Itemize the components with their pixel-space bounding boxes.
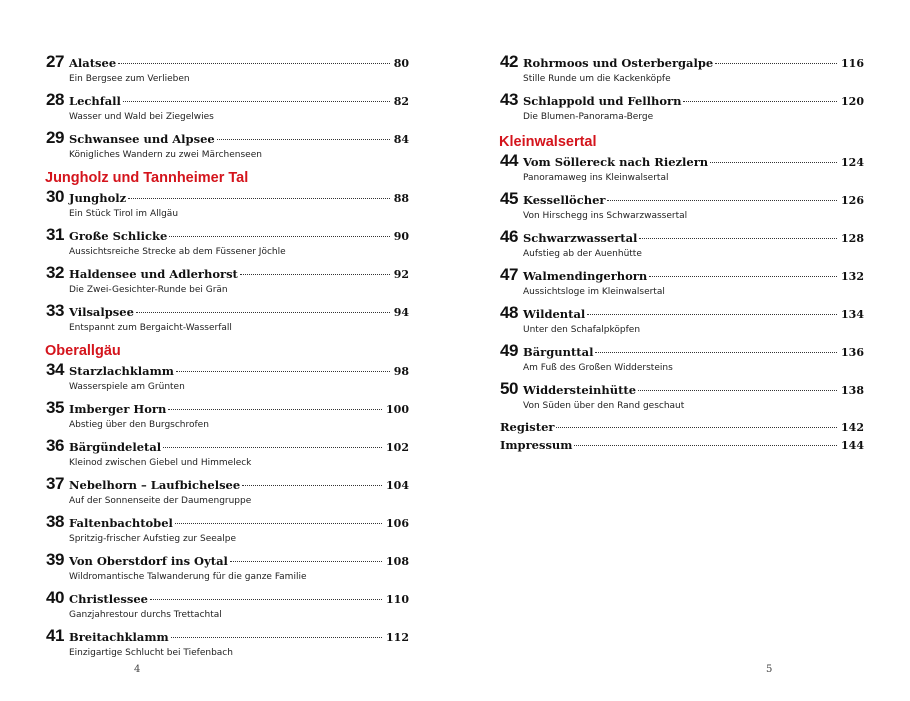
tour-title: Schlappold und Fellhorn (523, 94, 682, 108)
tour-subtitle: Ein Bergsee zum Verlieben (69, 74, 190, 84)
page-ref: 136 (841, 346, 864, 359)
page-ref: 138 (841, 384, 864, 397)
toc-entry-row (46, 263, 409, 283)
toc-entry-row (500, 90, 864, 110)
section-heading: Kleinwalsertal (499, 134, 597, 150)
dot-leader (169, 236, 389, 237)
toc-entry-row (500, 303, 864, 323)
section-heading: Oberallgäu (45, 343, 121, 359)
tour-subtitle: Aussichtsloge im Kleinwalsertal (523, 287, 665, 297)
tour-title: Christlessee (69, 592, 148, 606)
tour-number: 44 (500, 151, 518, 170)
dot-leader (123, 101, 390, 102)
page-ref: 106 (386, 517, 409, 530)
toc-entry[interactable] (46, 225, 409, 261)
tour-number: 42 (500, 52, 518, 71)
tour-subtitle: Aufstieg ab der Auenhütte (523, 249, 642, 259)
page-ref: 132 (841, 270, 864, 283)
tour-subtitle: Entspannt zum Bergaicht-Wasserfall (69, 323, 232, 333)
tour-subtitle: Von Hirschegg ins Schwarzwassertal (523, 211, 688, 221)
tour-number: 37 (46, 474, 64, 493)
toc-entry[interactable] (46, 301, 409, 337)
page-number-right: 5 (766, 664, 773, 675)
toc-entry[interactable] (46, 263, 409, 299)
page-ref: 82 (393, 95, 409, 108)
tour-number: 29 (46, 128, 64, 147)
dot-leader (607, 200, 837, 201)
tour-subtitle: Spritzig-frischer Aufstieg zur Seealpe (69, 534, 237, 544)
tour-number: 48 (500, 303, 518, 322)
dot-leader (715, 63, 837, 64)
dot-leader (163, 447, 382, 448)
page-ref: 116 (841, 57, 864, 70)
toc-entry-row (46, 550, 409, 570)
tour-number: 32 (46, 263, 64, 282)
toc-entry[interactable] (46, 550, 409, 586)
toc-entry-row (46, 398, 409, 418)
toc-entry-row (46, 588, 409, 608)
tour-subtitle: Ganzjahrestour durchs Trettachtal (69, 610, 222, 620)
tour-number: 27 (46, 52, 64, 71)
toc-entry[interactable] (46, 90, 409, 126)
tour-number: 38 (46, 512, 64, 531)
toc-entry[interactable] (46, 512, 409, 548)
tour-subtitle: Abstieg über den Burgschrofen (69, 420, 209, 430)
dot-leader (556, 427, 837, 428)
tour-number: 43 (500, 90, 518, 109)
tour-number: 46 (500, 227, 518, 246)
dot-leader (240, 274, 390, 275)
dot-leader (118, 63, 390, 64)
toc-entry[interactable] (500, 227, 864, 263)
page-ref: 98 (393, 365, 409, 378)
tour-title: Schwarzwassertal (523, 231, 638, 245)
dot-leader (649, 276, 837, 277)
toc-extra-entry[interactable] (500, 417, 864, 437)
tour-number: 45 (500, 189, 518, 208)
page-ref: 84 (393, 133, 409, 146)
toc-entry[interactable] (500, 341, 864, 377)
toc-entry[interactable] (500, 189, 864, 225)
tour-title: Jungholz (69, 191, 127, 205)
tour-title: Schwansee und Alpsee (69, 132, 215, 146)
dot-leader (638, 390, 837, 391)
tour-subtitle: Ein Stück Tirol im Allgäu (69, 209, 179, 219)
tour-title: Kessellöcher (523, 193, 606, 207)
page-ref: 100 (386, 403, 409, 416)
tour-number: 39 (46, 550, 64, 569)
dot-leader (175, 523, 382, 524)
toc-entry-row (46, 360, 409, 380)
tour-number: 47 (500, 265, 518, 284)
toc-entry[interactable] (500, 90, 864, 126)
page-ref: 90 (393, 230, 409, 243)
page-ref: 112 (386, 631, 409, 644)
page-ref: 128 (841, 232, 864, 245)
dot-leader (710, 162, 837, 163)
tour-subtitle: Panoramaweg ins Kleinwalsertal (523, 173, 669, 183)
page-ref: 110 (386, 593, 409, 606)
toc-entry-row (46, 187, 409, 207)
dot-leader (171, 637, 382, 638)
page-ref: 104 (386, 479, 409, 492)
tour-number: 36 (46, 436, 64, 455)
toc-entry-row (500, 151, 864, 171)
toc-entry[interactable] (500, 379, 864, 415)
tour-number: 49 (500, 341, 518, 360)
toc-entry[interactable] (500, 151, 864, 187)
tour-title: Haldensee und Adlerhorst (69, 267, 238, 281)
page-ref: 88 (393, 192, 409, 205)
tour-subtitle: Die Blumen-Panorama-Berge (523, 112, 654, 122)
tour-title: Walmendingerhorn (523, 269, 648, 283)
tour-title: Faltenbachtobel (69, 516, 173, 530)
toc-column-left (46, 52, 409, 662)
tour-title: Vom Söllereck nach Riezlern (523, 155, 709, 169)
page-ref: 144 (841, 439, 864, 452)
tour-subtitle: Wasser und Wald bei Ziegelwies (69, 112, 214, 122)
tour-subtitle: Einzigartige Schlucht bei Tiefenbach (69, 648, 233, 658)
toc-column-right (500, 52, 864, 455)
tour-title: Von Oberstdorf ins Oytal (69, 554, 228, 568)
toc-entry-row (500, 341, 864, 361)
dot-leader (595, 352, 837, 353)
toc-entry-row (500, 189, 864, 209)
tour-subtitle: Von Süden über den Rand geschaut (523, 401, 685, 411)
dot-leader (128, 198, 390, 199)
toc-entry-row (46, 225, 409, 245)
dot-leader (242, 485, 382, 486)
toc-entry-row (46, 474, 409, 494)
toc-entry-row (500, 379, 864, 399)
tour-subtitle: Unter den Schafalpköpfen (523, 325, 641, 335)
tour-title: Register (500, 420, 555, 434)
toc-entry[interactable] (46, 360, 409, 396)
tour-title: Alatsee (69, 56, 117, 70)
toc-extra-entry[interactable] (500, 435, 864, 455)
toc-entry[interactable] (500, 265, 864, 301)
toc-entry-row (46, 128, 409, 148)
tour-subtitle: Die Zwei-Gesichter-Runde bei Grän (69, 285, 228, 295)
dot-leader (168, 409, 382, 410)
tour-number: 31 (46, 225, 64, 244)
tour-title: Impressum (500, 438, 573, 452)
dot-leader (587, 314, 837, 315)
tour-subtitle: Kleinod zwischen Giebel und Himmeleck (69, 458, 252, 468)
tour-title: Rohrmoos und Osterbergalpe (523, 56, 714, 70)
tour-subtitle: Aussichtsreiche Strecke ab dem Füssener Jöchle (69, 247, 286, 257)
toc-entry[interactable] (46, 187, 409, 223)
tour-title: Breitachklamm (69, 630, 169, 644)
dot-leader (574, 445, 837, 446)
tour-subtitle: Am Fuß des Großen Widdersteins (523, 363, 673, 373)
tour-title: Vilsalpsee (69, 305, 134, 319)
toc-entry[interactable] (500, 52, 864, 88)
tour-number: 41 (46, 626, 64, 645)
page-ref: 92 (393, 268, 409, 281)
tour-number: 33 (46, 301, 64, 320)
tour-title: Widdersteinhütte (523, 383, 637, 397)
toc-entry-row (46, 512, 409, 532)
dot-leader (683, 101, 837, 102)
page-number-left: 4 (134, 664, 141, 675)
tour-title: Imberger Horn (69, 402, 167, 416)
tour-title: Nebelhorn – Laufbichelsee (69, 478, 241, 492)
tour-title: Starzlachklamm (69, 364, 174, 378)
toc-entry-row (500, 52, 864, 72)
toc-entry-row (500, 265, 864, 285)
toc-entry-row (500, 227, 864, 247)
page-ref: 120 (841, 95, 864, 108)
toc-entry-row (46, 90, 409, 110)
tour-title: Lechfall (69, 94, 121, 108)
toc-entry-row (500, 435, 864, 455)
page-ref: 108 (386, 555, 409, 568)
toc-entry-row (46, 436, 409, 456)
right-page (455, 0, 910, 701)
page-ref: 94 (393, 306, 409, 319)
toc-entry[interactable] (46, 128, 409, 164)
toc-entry[interactable] (46, 52, 409, 88)
toc-entry[interactable] (46, 474, 409, 510)
tour-subtitle: Wasserspiele am Grünten (69, 382, 185, 392)
toc-entry[interactable] (46, 398, 409, 434)
tour-number: 34 (46, 360, 64, 379)
page-ref: 80 (393, 57, 409, 70)
tour-subtitle: Stille Runde um die Kackenköpfe (523, 74, 671, 84)
page-ref: 134 (841, 308, 864, 321)
tour-number: 40 (46, 588, 64, 607)
page-ref: 124 (841, 156, 864, 169)
tour-subtitle: Wildromantische Talwanderung für die ganze Familie (69, 572, 307, 582)
tour-title: Bärgündeletal (69, 440, 162, 454)
page-ref: 102 (386, 441, 409, 454)
toc-entry-row (500, 417, 864, 437)
tour-subtitle: Auf der Sonnenseite der Daumengruppe (69, 496, 252, 506)
dot-leader (217, 139, 390, 140)
toc-entry[interactable] (46, 588, 409, 624)
tour-title: Große Schlicke (69, 229, 168, 243)
toc-entry-row (46, 301, 409, 321)
dot-leader (639, 238, 837, 239)
toc-entry[interactable] (46, 436, 409, 472)
dot-leader (136, 312, 390, 313)
tour-title: Wildental (523, 307, 586, 321)
toc-entry-row (46, 626, 409, 646)
toc-entry[interactable] (46, 626, 409, 662)
tour-number: 28 (46, 90, 64, 109)
dot-leader (230, 561, 382, 562)
section-heading: Jungholz und Tannheimer Tal (45, 170, 249, 186)
toc-entry[interactable] (500, 303, 864, 339)
dot-leader (176, 371, 390, 372)
tour-title: Bärgunttal (523, 345, 594, 359)
tour-number: 50 (500, 379, 518, 398)
tour-subtitle: Königliches Wandern zu zwei Märchenseen (69, 150, 262, 160)
tour-number: 30 (46, 187, 64, 206)
tour-number: 35 (46, 398, 64, 417)
page-ref: 126 (841, 194, 864, 207)
page-ref: 142 (841, 421, 864, 434)
toc-entry-row (46, 52, 409, 72)
dot-leader (150, 599, 382, 600)
